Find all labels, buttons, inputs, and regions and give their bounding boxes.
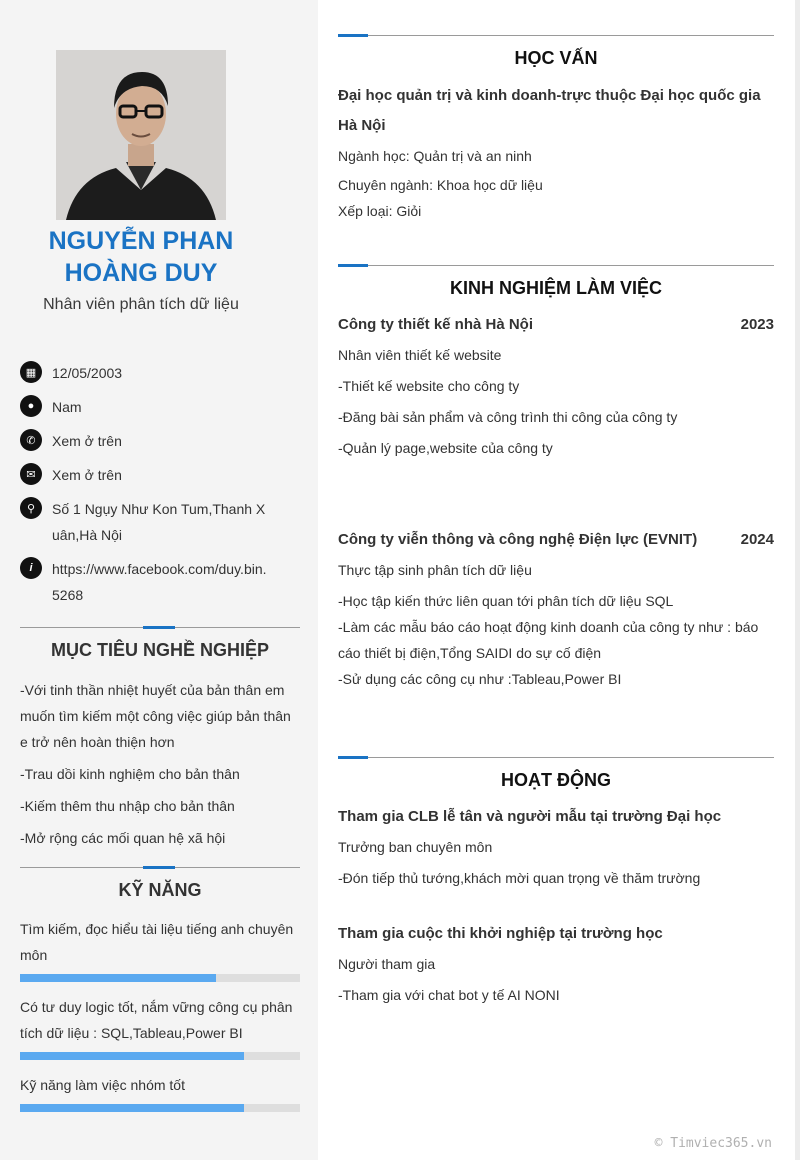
company-name: Công ty viễn thông và công nghệ Điện lực (EVNIT) xyxy=(338,531,698,548)
page-edge xyxy=(795,0,800,1160)
job-task: -Đăng bài sản phẩm và công trình thi công của công ty xyxy=(338,409,678,425)
school-name xyxy=(338,81,774,141)
activity-name-text: Tham gia cuộc thi khởi nghiệp tại trường học xyxy=(338,925,663,942)
contact-website xyxy=(20,556,300,608)
address-text: Số 1 Ngụy Như Kon Tum,Thanh Xuân,Hà Nội xyxy=(52,501,266,543)
info-icon: i xyxy=(20,557,42,579)
birthday-text: 12/05/2003 xyxy=(52,365,123,381)
education-header xyxy=(338,35,774,75)
education-grade: Xếp loại: Giỏi xyxy=(338,203,422,219)
experience-item xyxy=(338,525,774,692)
school-name-text: Đại học quản trị và kinh doanh-trực thuộc Đại học quốc gia Hà Nội xyxy=(338,87,761,134)
job-task: -Thiết kế website cho công ty xyxy=(338,378,520,394)
experience-item xyxy=(338,310,774,464)
experience-title: KINH NGHIỆM LÀM VIỆC xyxy=(449,278,662,298)
objective-title: MỤC TIÊU NGHỀ NGHIỆP xyxy=(50,640,269,660)
job-title: Nhân viên phân tích dữ liệu xyxy=(43,296,239,313)
skill-name: Có tư duy logic tốt, nắm vững công cụ phân tích dữ liệu : SQL,Tableau,Power BI xyxy=(20,999,293,1041)
job-task: -Quản lý page,website của công ty xyxy=(338,440,553,456)
calendar-icon: ▦ xyxy=(20,361,42,383)
activity-detail: -Tham gia với chat bot y tế AI NONI xyxy=(338,987,560,1003)
activity-name xyxy=(338,919,774,949)
section-accent xyxy=(143,866,175,869)
education-title: HỌC VẤN xyxy=(514,48,598,68)
skill-bar-fill xyxy=(20,1052,244,1060)
objective-header xyxy=(20,627,300,667)
activities-header xyxy=(338,757,774,797)
skill-item xyxy=(20,994,300,1060)
job-heading xyxy=(338,310,774,340)
skill-bar xyxy=(20,1104,300,1112)
objective-line: -Với tinh thần nhiệt huyết của bản thân em muốn tìm kiếm một công việc giúp bản thân e trở nên hoàn thiện hơn xyxy=(20,682,291,750)
objective-line: -Kiếm thêm thu nhập cho bản thân xyxy=(20,798,235,814)
activities-title: HOẠT ĐỘNG xyxy=(501,770,611,790)
gender-text: Nam xyxy=(52,399,82,415)
section-accent xyxy=(338,264,368,267)
job-task: -Học tập kiến thức liên quan tới phân tích dữ liệu SQL xyxy=(338,593,674,609)
job-year: 2023 xyxy=(740,316,774,333)
skill-name: Tìm kiếm, đọc hiểu tài liệu tiếng anh chuyên môn xyxy=(20,921,294,963)
job-position: Nhân viên thiết kế website xyxy=(338,347,502,363)
phone-text: Xem ở trên xyxy=(52,433,122,449)
skill-item xyxy=(20,1072,300,1112)
contact-phone xyxy=(20,428,300,454)
email-icon: ✉ xyxy=(20,463,42,485)
website-link[interactable]: https://www.facebook.com/duy.bin.5268 xyxy=(52,561,267,603)
activity-item xyxy=(338,919,774,1011)
candidate-name xyxy=(20,225,262,289)
activity-detail: -Đón tiếp thủ tướng,khách mời quan trọng về thăm trường xyxy=(338,870,701,886)
education-major: Ngành học: Quản trị và an ninh xyxy=(338,148,532,164)
objective-line: -Mở rộng các mối quan hệ xã hội xyxy=(20,830,226,846)
skill-bar xyxy=(20,1052,300,1060)
contact-gender xyxy=(20,394,300,420)
skills-header xyxy=(20,867,300,907)
activity-name-text: Tham gia CLB lễ tân và người mẫu tại trường Đại học xyxy=(338,808,722,825)
section-accent xyxy=(338,34,368,37)
experience-header xyxy=(338,265,774,305)
job-year: 2024 xyxy=(740,531,774,548)
activity-name xyxy=(338,802,774,832)
contact-list xyxy=(20,360,300,616)
objective-line: -Trau dồi kinh nghiệm cho bản thân xyxy=(20,766,240,782)
contact-email xyxy=(20,462,300,488)
name-line-2: HOÀNG DUY xyxy=(64,259,218,287)
footer-watermark: © Timviec365.vn xyxy=(654,1136,772,1151)
phone-icon: ✆ xyxy=(20,429,42,451)
job-position: Thực tập sinh phân tích dữ liệu xyxy=(338,562,532,578)
contact-birthday xyxy=(20,360,300,386)
activity-role: Người tham gia xyxy=(338,956,436,972)
gender-icon: ● xyxy=(20,395,42,417)
job-heading xyxy=(338,525,774,555)
company-name: Công ty thiết kế nhà Hà Nội xyxy=(338,316,534,333)
skill-bar-fill xyxy=(20,1104,244,1112)
activity-item xyxy=(338,802,774,894)
skill-bar-fill xyxy=(20,974,216,982)
contact-address xyxy=(20,496,300,548)
activity-role: Trưởng ban chuyên môn xyxy=(338,839,493,855)
name-line-1: NGUYỄN PHAN xyxy=(48,227,234,255)
section-accent xyxy=(143,626,175,629)
job-task: -Làm các mẫu báo cáo hoạt động kinh doanh của công ty như : báo cáo thiết bị điện,Tổng SAIDI do sự cố điện xyxy=(338,619,759,661)
profile-photo xyxy=(56,50,226,220)
education-specialization: Chuyên ngành: Khoa học dữ liệu xyxy=(338,177,543,193)
objective-text xyxy=(20,677,300,857)
email-text: Xem ở trên xyxy=(52,467,122,483)
skill-item xyxy=(20,916,300,982)
education-block xyxy=(338,81,774,224)
skill-bar xyxy=(20,974,300,982)
location-icon: ⚲ xyxy=(20,497,42,519)
job-task: -Sử dụng các công cụ như :Tableau,Power BI xyxy=(338,671,622,687)
skill-name: Kỹ năng làm việc nhóm tốt xyxy=(20,1077,185,1093)
section-accent xyxy=(338,756,368,759)
skills-title: KỸ NĂNG xyxy=(118,880,202,900)
